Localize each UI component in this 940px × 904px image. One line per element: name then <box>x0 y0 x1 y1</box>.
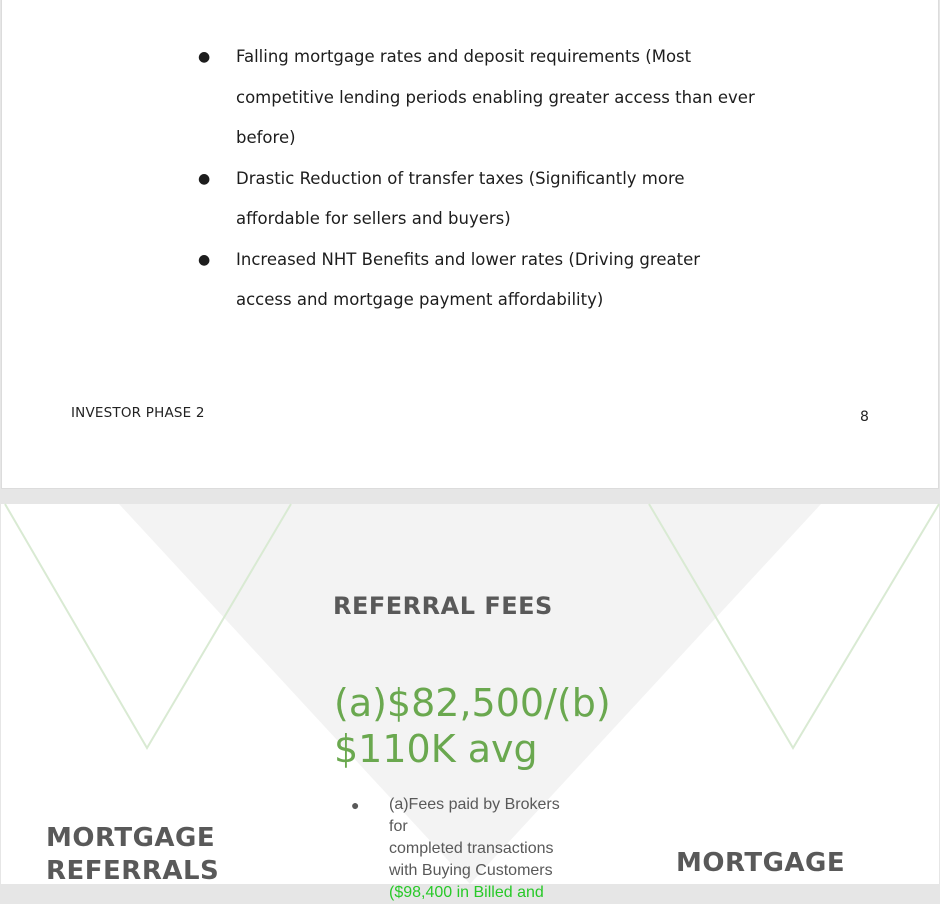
bullet-dot: ● <box>198 251 211 268</box>
bullet-line: affordable for sellers and buyers) <box>236 209 511 228</box>
mortgage-referrals-title <box>46 822 219 888</box>
bullet-line: Falling mortgage rates and deposit requirements (Most <box>236 47 692 66</box>
fees-bullet-item <box>351 794 571 904</box>
bullet-dot: ● <box>198 49 211 65</box>
bullet-line: Drastic Reduction of transfer taxes (Significantly more <box>236 168 685 188</box>
amount-line: (a)$82,500/(b) <box>334 681 611 725</box>
bullet-item <box>198 240 798 321</box>
bullet-dot: ● <box>198 170 211 187</box>
amount-line: $110K avg <box>334 727 538 771</box>
bullet-item <box>198 37 798 159</box>
bullet-dot: ● <box>351 797 360 813</box>
bullet-line: before) <box>236 128 296 147</box>
slide-heading-cropped <box>192 0 752 5</box>
bullet-list <box>198 37 798 321</box>
title-line: MORTGAGE <box>46 823 216 853</box>
bullet-item <box>198 159 798 240</box>
page-number: 8 <box>860 409 869 425</box>
fees-line: (a)Fees paid by Brokers for <box>389 796 560 835</box>
fees-bullet-list <box>351 794 571 904</box>
slide-9 <box>1 504 939 901</box>
title-line: REFERRALS <box>46 856 220 886</box>
fees-line: completed transactions <box>389 840 554 857</box>
bullet-line: competitive lending periods enabling greater access than ever <box>236 87 755 107</box>
bullet-line: access and mortgage payment affordability) <box>236 290 604 309</box>
fees-line: with Buying Customers <box>389 862 553 879</box>
mortgage-title: MORTGAGE <box>676 848 846 878</box>
referral-amount <box>334 680 611 772</box>
fees-billed-highlight: ($98,400 in Billed and <box>389 884 544 901</box>
slide-footer: INVESTOR PHASE 2 <box>71 405 205 421</box>
slide-8 <box>1 0 939 489</box>
bullet-line: Increased NHT Benefits and lower rates (Driving greater <box>236 249 700 269</box>
slide-title: REFERRAL FEES <box>333 592 553 620</box>
